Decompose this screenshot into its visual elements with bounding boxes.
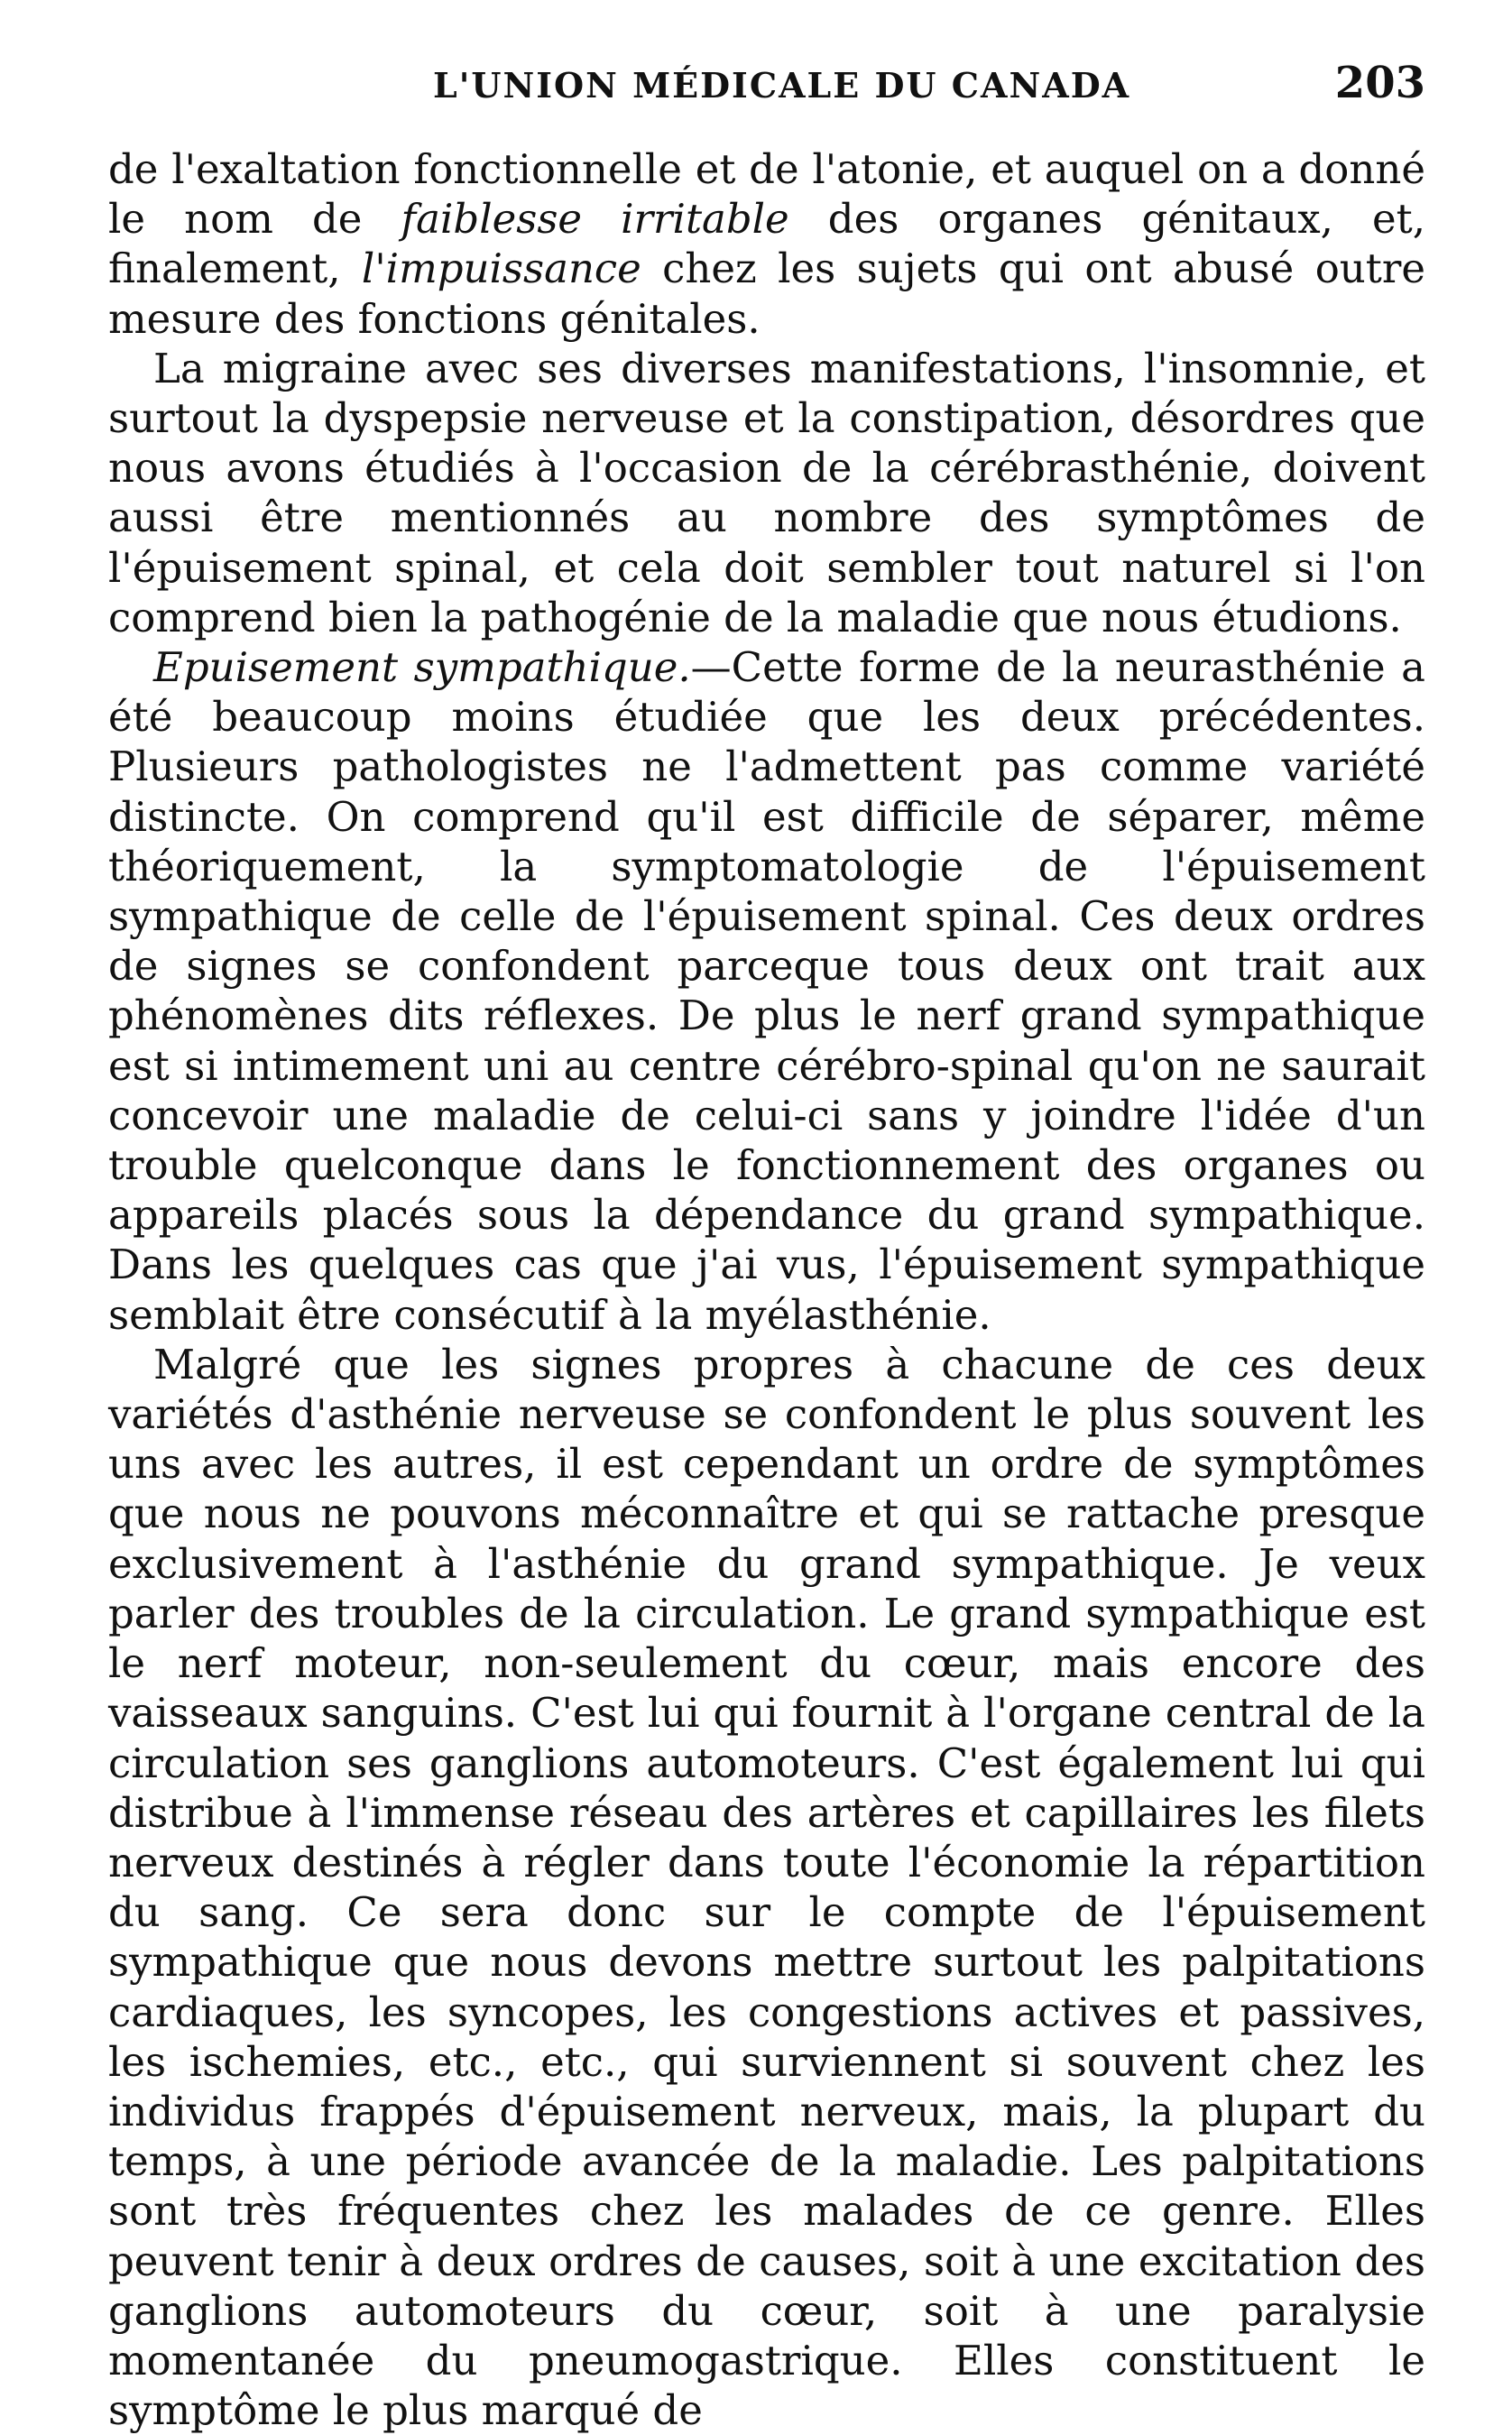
body-text <box>108 144 1425 2435</box>
paragraph-italic-term: faiblesse irritable <box>401 195 789 244</box>
page-header <box>108 45 1425 144</box>
paragraph-italic-term: l'impuissance <box>361 244 641 293</box>
paragraph-segment: des organes génitaux, et, finalement, <box>108 195 1425 293</box>
section-heading-epuisement-sympathique: Epuisement sympathique. <box>153 643 691 692</box>
paragraph-segment: chez les sujets qui ont abusé outre mesure des fonctions génitales. <box>108 244 1425 343</box>
page-number: 203 <box>1334 58 1425 108</box>
paragraph-segment: de l'exaltation fonctionnelle et de l'atonie, et auquel on a donné le nom de <box>108 145 1425 244</box>
paragraph-4 <box>108 1340 1425 2435</box>
paragraph-segment: —Cette forme de la neurasthénie a été beaucoup moins étudiée que les deux précédentes. Plusieurs pathologistes ne l'admettent pas comme variété distincte. On comprend qu'il est difficile de séparer, même théoriquement, la symptomatologie de l'épuisement sympathique de celle de l'épuisement spinal. Ces deux ordres de signes se confondent parceque tous deux ont trait aux phénomènes dits réflexes. De plus le nerf grand sympathique est si intimement uni au centre cérébro-spinal qu'on ne saurait concevoir une maladie de celui-ci sans y joindre l'idée d'un trouble quelconque dans le fonctionnement des organes ou appareils placés sous la dépendance du grand sympathique. Dans les quelques cas que j'ai vus, l'épuisement sympathique semblait être consécutif à la myélasthénie. <box>108 643 1425 1339</box>
paragraph-2 <box>108 344 1425 642</box>
paragraph-segment: La migraine avec ses diverses manifestations, l'insomnie, et surtout la dyspepsie nerveuse et la constipation, désordres que nous avons étudiés à l'occasion de la cérébrasthénie, doivent aussi être mentionnés au nombre des symptômes de l'épuisement spinal, et cela doit sembler tout naturel si l'on comprend bien la pathogénie de la maladie que nous étudions. <box>108 344 1425 641</box>
book-page <box>108 45 1425 2435</box>
paragraph-3 <box>108 642 1425 1340</box>
paragraph-1 <box>108 144 1425 344</box>
paragraph-segment: Malgré que les signes propres à chacune de ces deux variétés d'asthénie nerveuse se confondent le plus souvent les uns avec les autres, il est cependant un ordre de symptômes que nous ne pouvons méconnaître et qui se rattache presque exclusivement à l'asthénie du grand sympathique. Je veux parler des troubles de la circulation. Le grand sympathique est le nerf moteur, non-seulement du cœur, mais encore des vaisseaux sanguins. C'est lui qui fournit à l'organe central de la circulation ses ganglions automoteurs. C'est également lui qui distribue à l'immense réseau des artères et capillaires les filets nerveux destinés à régler dans toute l'économie la répartition du sang. Ce sera donc sur le compte de l'épuisement sympathique que nous devons mettre surtout les palpitations cardiaques, les syncopes, les congestions actives et passives, les ischemies, etc., etc., qui surviennent si souvent chez les individus frappés d'épuisement nerveux, mais, la plupart du temps, à une période avancée de la maladie. Les palpitations sont très fréquentes chez les malades de ce genre. Elles peuvent tenir à deux ordres de causes, soit à une excitation des ganglions automoteurs du cœur, soit à une paralysie momentanée du pneumogastrique. Elles constituent le symptôme le plus marqué de <box>108 1340 1425 2435</box>
running-title: L'UNION MÉDICALE DU CANADA <box>433 65 1131 106</box>
